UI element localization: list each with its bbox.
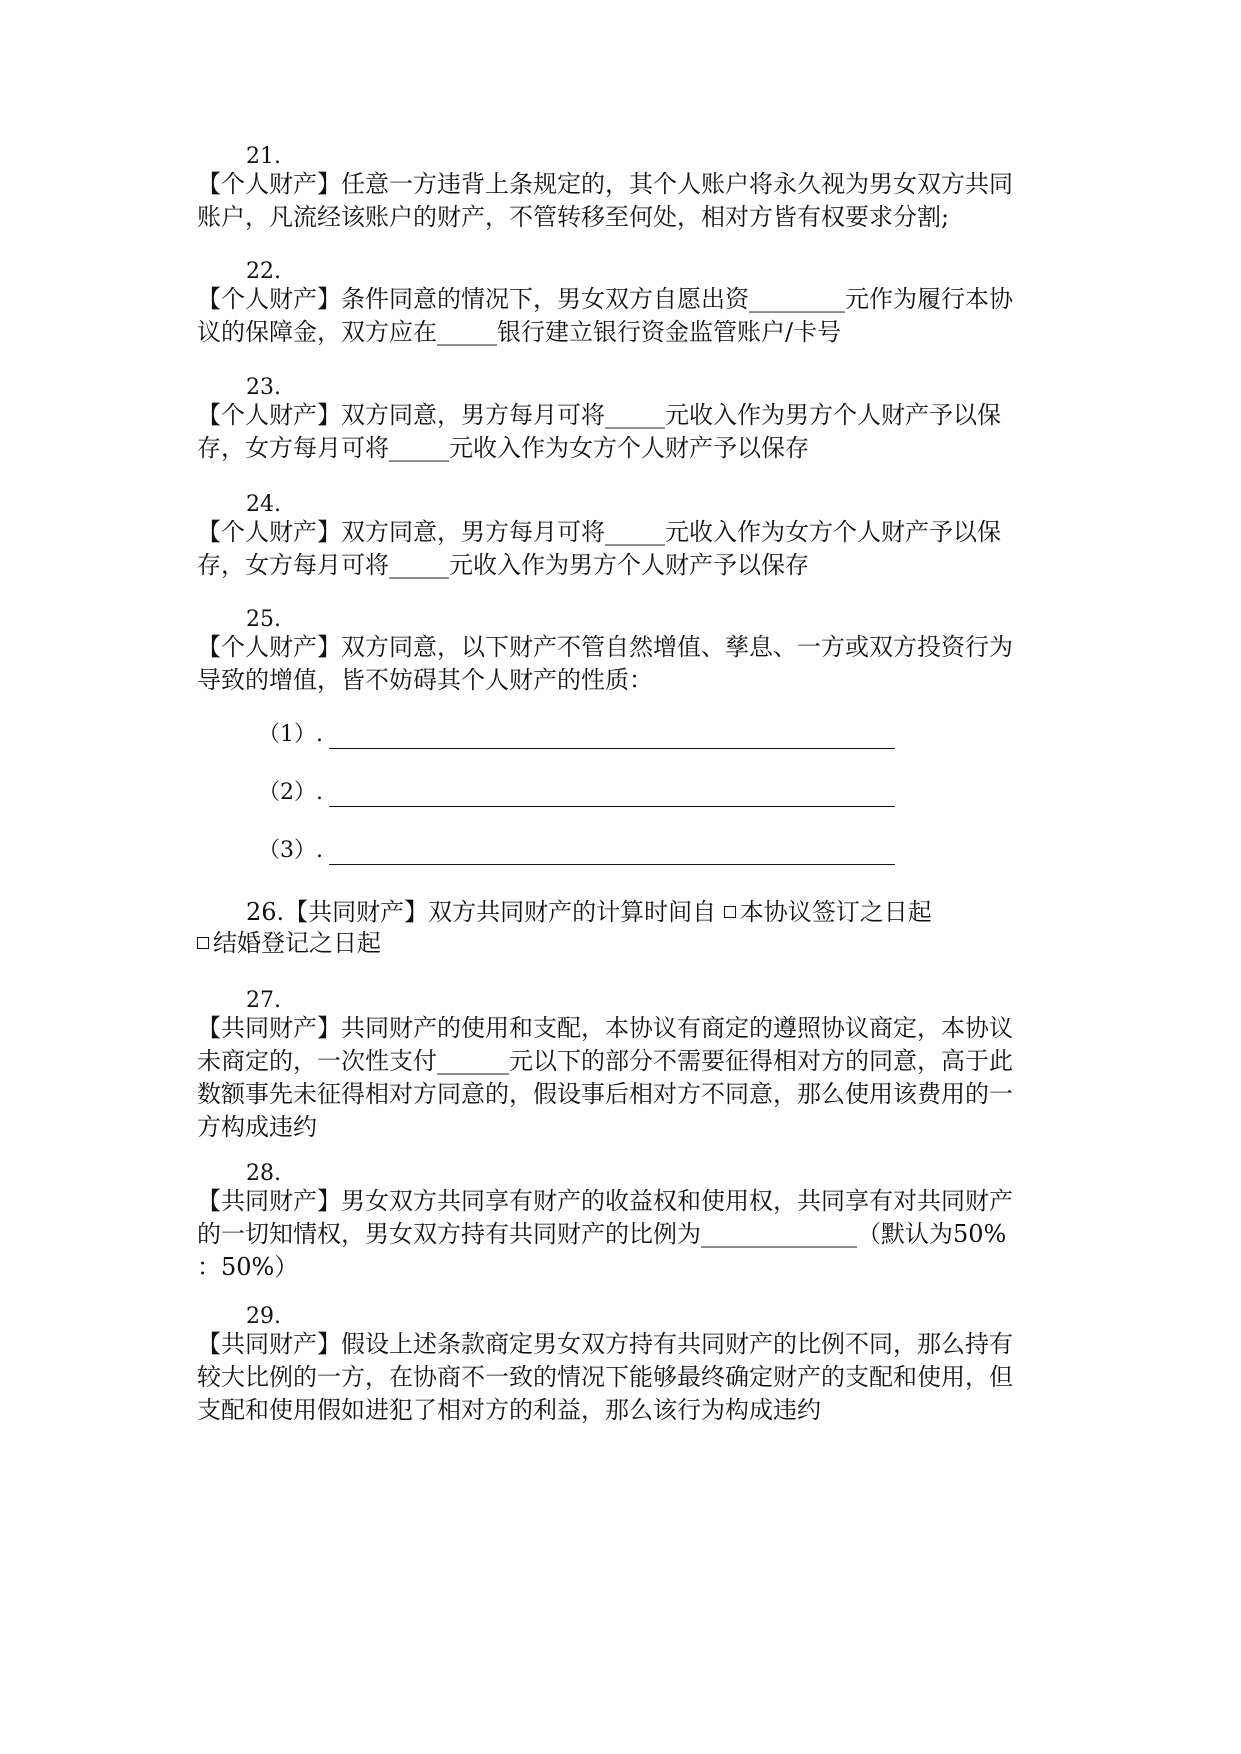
clause-text-23: 【个人财产】双方同意，男方每月可将_____元收入作为男方个人财产予以保 存，女方每月可将_____元收入作为女方个人财产予以保存 bbox=[197, 401, 1001, 462]
blank-line bbox=[329, 726, 895, 749]
clause-text-22: 【个人财产】条件同意的情况下，男女双方自愿出资________元作为履行本协 议的保障金，双方应在_____银行建立银行资金监管账户/卡号 bbox=[197, 285, 1013, 346]
blank-line bbox=[329, 842, 895, 865]
clause-number-23: 23. bbox=[246, 375, 281, 400]
clause-26-line-1 bbox=[246, 896, 932, 929]
blank-line bbox=[329, 784, 895, 807]
blank-item-label: （3）. bbox=[258, 838, 323, 863]
blank-item-label: （1）. bbox=[258, 722, 323, 747]
clause-26-prefix: 26.【共同财产】双方共同财产的计算时间自 bbox=[246, 898, 724, 926]
blank-item-label: （2）. bbox=[258, 780, 323, 805]
clause-text-29: 【共同财产】假设上述条款商定男女双方持有共同财产的比例不同，那么持有 较大比例的一方，在协商不一致的情况下能够最终确定财产的支配和使用，但 支配和使用假如进犯了相对方的利益，那么该行为构成违约 bbox=[197, 1330, 1013, 1424]
clause-number-24: 24. bbox=[246, 492, 281, 517]
checkbox-icon[interactable] bbox=[724, 906, 736, 918]
blank-item-3 bbox=[258, 837, 895, 865]
clause-text-27: 【共同财产】共同财产的使用和支配，本协议有商定的遵照协议商定，本协议 未商定的，一次性支付______元以下的部分不需要征得相对方的同意，高于此 数额事先未征得相对方同意的，假设事后相对方不同意，那么使用该费用的一 方构成违约 bbox=[197, 1014, 1013, 1141]
clause-number-25: 25. bbox=[246, 607, 281, 632]
option-signing-date: 本协议签订之日起 bbox=[739, 898, 932, 926]
clause-number-28: 28. bbox=[246, 1161, 281, 1186]
blank-item-1 bbox=[258, 721, 895, 749]
option-registration-date: 结婚登记之日起 bbox=[213, 929, 381, 957]
clause-text-28: 【共同财产】男女双方共同享有财产的收益权和使用权，共同享有对共同财产 的一切知情权，男女双方持有共同财产的比例为_____________（默认为50% ：50%） bbox=[197, 1187, 1013, 1281]
clause-number-22: 22. bbox=[246, 259, 281, 284]
clause-text-25: 【个人财产】双方同意，以下财产不管自然增值、孳息、一方或双方投资行为 导致的增值，皆不妨碍其个人财产的性质： bbox=[197, 633, 1013, 694]
checkbox-icon[interactable] bbox=[197, 937, 209, 949]
clause-number-29: 29. bbox=[246, 1304, 281, 1329]
clause-number-21: 21. bbox=[246, 144, 281, 169]
clause-26-line-2 bbox=[197, 927, 381, 960]
clause-text-24: 【个人财产】双方同意，男方每月可将_____元收入作为女方个人财产予以保 存，女方每月可将_____元收入作为男方个人财产予以保存 bbox=[197, 518, 1001, 579]
clause-number-27: 27. bbox=[246, 988, 281, 1013]
blank-item-2 bbox=[258, 779, 895, 807]
clause-text-21: 【个人财产】任意一方违背上条规定的，其个人账户将永久视为男女双方共同 账户，凡流经该账户的财产，不管转移至何处，相对方皆有权要求分割; bbox=[197, 170, 1013, 231]
